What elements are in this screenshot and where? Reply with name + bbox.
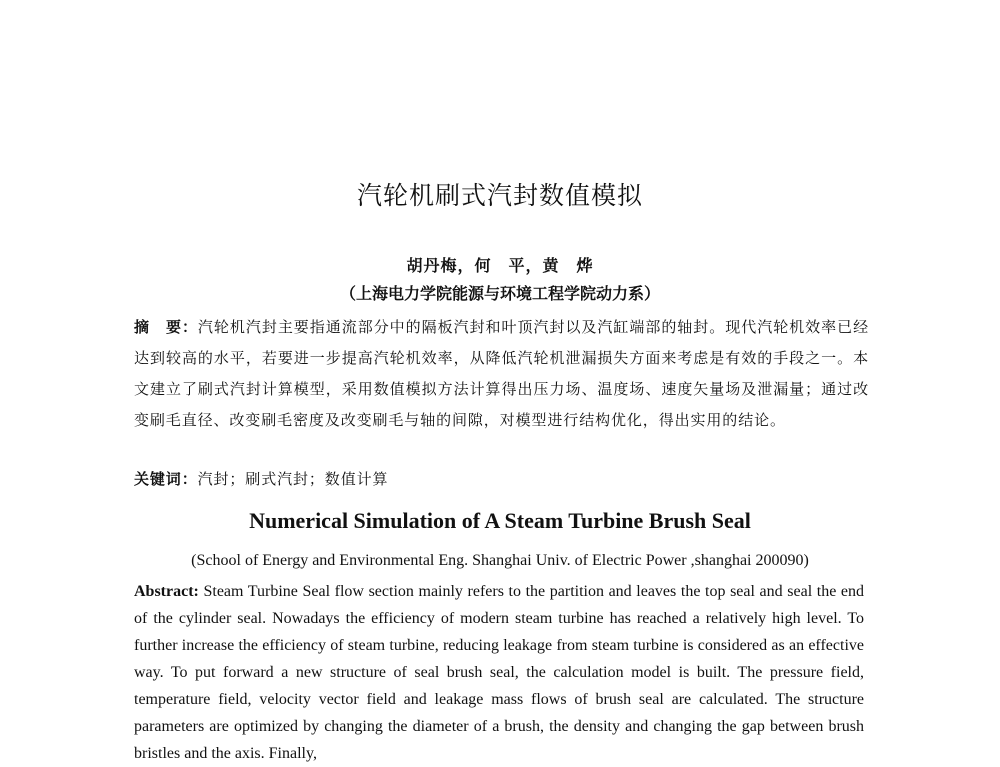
english-affiliation: (School of Energy and Environmental Eng. Shanghai Univ. of Electric Power ,shanghai 200090) bbox=[191, 552, 809, 569]
english-abstract bbox=[134, 578, 864, 767]
chinese-abstract bbox=[134, 312, 869, 436]
chinese-keywords bbox=[134, 468, 869, 489]
chinese-abstract-label: 摘 要： bbox=[134, 318, 198, 336]
chinese-keywords-text: 汽封；刷式汽封；数值计算 bbox=[197, 470, 389, 488]
english-title: Numerical Simulation of A Steam Turbine Brush Seal bbox=[249, 508, 751, 533]
chinese-authors: 胡丹梅，何 平，黄 烨 bbox=[406, 256, 594, 275]
chinese-keywords-label: 关键词： bbox=[134, 470, 198, 488]
chinese-affiliation: （上海电力学院能源与环境工程学院动力系） bbox=[339, 284, 660, 303]
english-abstract-label: Abstract: bbox=[134, 583, 199, 600]
chinese-title: 汽轮机刷式汽封数值模拟 bbox=[356, 181, 643, 210]
english-abstract-text: Steam Turbine Seal flow section mainly refers to the partition and leaves the top seal and seal the end of the cylinder seal. Nowadays the efficiency of modern steam turbine has reached a relatively high level. To further increase the efficiency of steam turbine, reducing leakage from steam turbine is considered as an effective way. To put forward a new structure of seal brush seal, the calculation model is built. The pressure field, temperature field, velocity vector field and leakage mass flows of brush seal are calculated. The structure parameters are optimized by changing the diameter of a brush, the density and changing the gap between brush bristles and the axis. Finally, bbox=[134, 583, 864, 762]
chinese-abstract-text: 汽轮机汽封主要指通流部分中的隔板汽封和叶顶汽封以及汽缸端部的轴封。现代汽轮机效率已经达到较高的水平，若要进一步提高汽轮机效率，从降低汽轮机泄漏损失方面来考虑是有效的手段之一。本文建立了刷式汽封计算模型，采用数值模拟方法计算得出压力场、温度场、速度矢量场及泄漏量；通过改变刷毛直径、改变刷毛密度及改变刷毛与轴的间隙，对模型进行结构优化，得出实用的结论。 bbox=[134, 318, 869, 429]
